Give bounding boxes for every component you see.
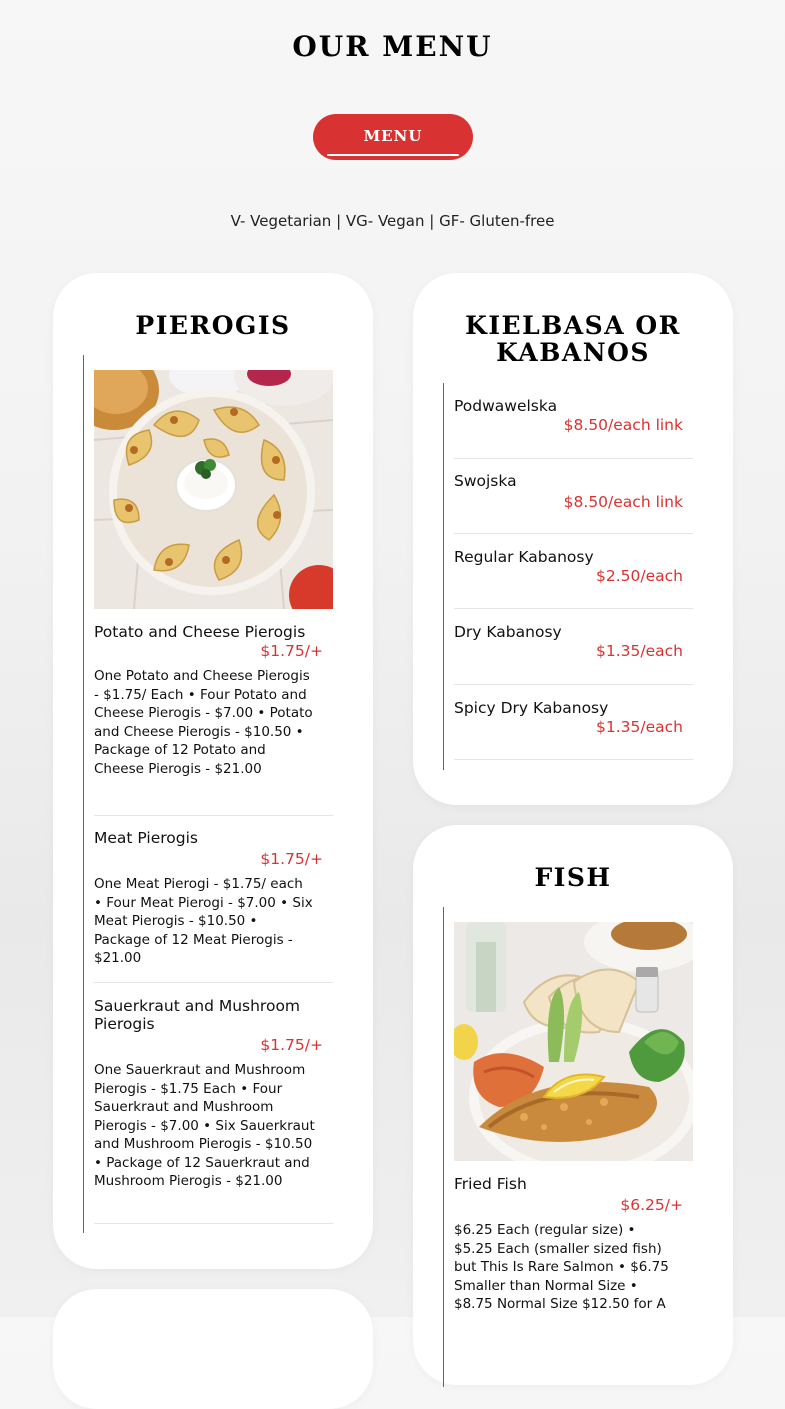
list-item xyxy=(94,829,333,983)
list-item xyxy=(454,1175,693,1375)
item-price: $2.50/each xyxy=(596,567,683,585)
pierogis-card xyxy=(53,273,373,1269)
kielbasa-card xyxy=(413,273,733,805)
item-description: One Sauerkraut and Mushroom Pierogis - $1.75 Each • Four Sauerkraut and Mushroom Pierogis - $7.00 • Six Sauerkraut and Mushroom Pierogis - $10.50 • Package of 12 Sauerkraut and Mushroom Pierogis - $21.00 xyxy=(94,1062,315,1189)
fish-title: FISH xyxy=(534,863,612,892)
kielbasa-title-line2: KABANOS xyxy=(496,338,650,367)
item-name: Spicy Dry Kabanosy xyxy=(454,699,609,717)
pierogi-plate-photo xyxy=(94,370,333,609)
item-name: Sauerkraut and Mushroom Pierogis xyxy=(94,997,301,1033)
item-name: Meat Pierogis xyxy=(94,829,198,847)
kielbasa-title-line1: KIELBASA OR xyxy=(465,311,681,340)
fish-card xyxy=(413,825,733,1385)
item-description: One Potato and Cheese Pierogis - $1.75/ Each • Four Potato and Cheese Pierogis - $7.00 • Potato and Cheese Pierogis - $10.50 • Package of 12 Potato and Cheese Pierogis - $21.00 xyxy=(94,668,313,777)
item-price: $1.75/+ xyxy=(260,1036,323,1054)
pierogis-title: PIEROGIS xyxy=(135,311,291,340)
list-item xyxy=(454,699,693,760)
item-price: $1.35/each xyxy=(596,718,683,736)
item-name: Swojska xyxy=(454,472,517,490)
item-price: $1.75/+ xyxy=(260,642,323,660)
list-item xyxy=(94,997,333,1224)
item-name: Dry Kabanosy xyxy=(454,623,562,641)
page-title: OUR MENU xyxy=(292,30,493,63)
menu-button-underline xyxy=(327,154,459,156)
next-card xyxy=(53,1289,373,1409)
item-price: $8.50/each link xyxy=(563,416,683,434)
list-item xyxy=(454,548,693,609)
diet-legend: V- Vegetarian | VG- Vegan | GF- Gluten-free xyxy=(230,212,555,230)
list-item xyxy=(454,472,693,534)
item-name: Regular Kabanosy xyxy=(454,548,594,566)
item-description: One Meat Pierogi - $1.75/ each • Four Meat Pierogi - $7.00 • Six Meat Pierogis - $10.50 • Package of 12 Meat Pierogis - $21.00 xyxy=(94,876,313,966)
item-name: Fried Fish xyxy=(454,1175,527,1193)
list-item xyxy=(454,623,693,685)
item-price: $1.75/+ xyxy=(260,850,323,868)
kielbasa-body xyxy=(443,383,694,770)
fried-fish-plate-photo xyxy=(454,922,693,1161)
item-price: $1.35/each xyxy=(596,642,683,660)
menu-button[interactable] xyxy=(313,114,473,160)
item-description: $6.25 Each (regular size) • $5.25 Each (smaller sized fish) but This Is Rare Salmon • $6.75 Smaller than Normal Size • $8.75 Normal Size $12.50 for A xyxy=(454,1222,669,1312)
list-item xyxy=(94,623,333,816)
item-price: $8.50/each link xyxy=(563,493,683,511)
fish-body xyxy=(443,907,694,1387)
item-name: Potato and Cheese Pierogis xyxy=(94,623,306,641)
pierogis-body xyxy=(83,355,334,1233)
menu-button-label: MENU xyxy=(363,127,423,145)
item-name: Podwawelska xyxy=(454,397,558,415)
list-item xyxy=(454,397,693,459)
kielbasa-title xyxy=(413,312,733,366)
item-price: $6.25/+ xyxy=(620,1196,683,1214)
